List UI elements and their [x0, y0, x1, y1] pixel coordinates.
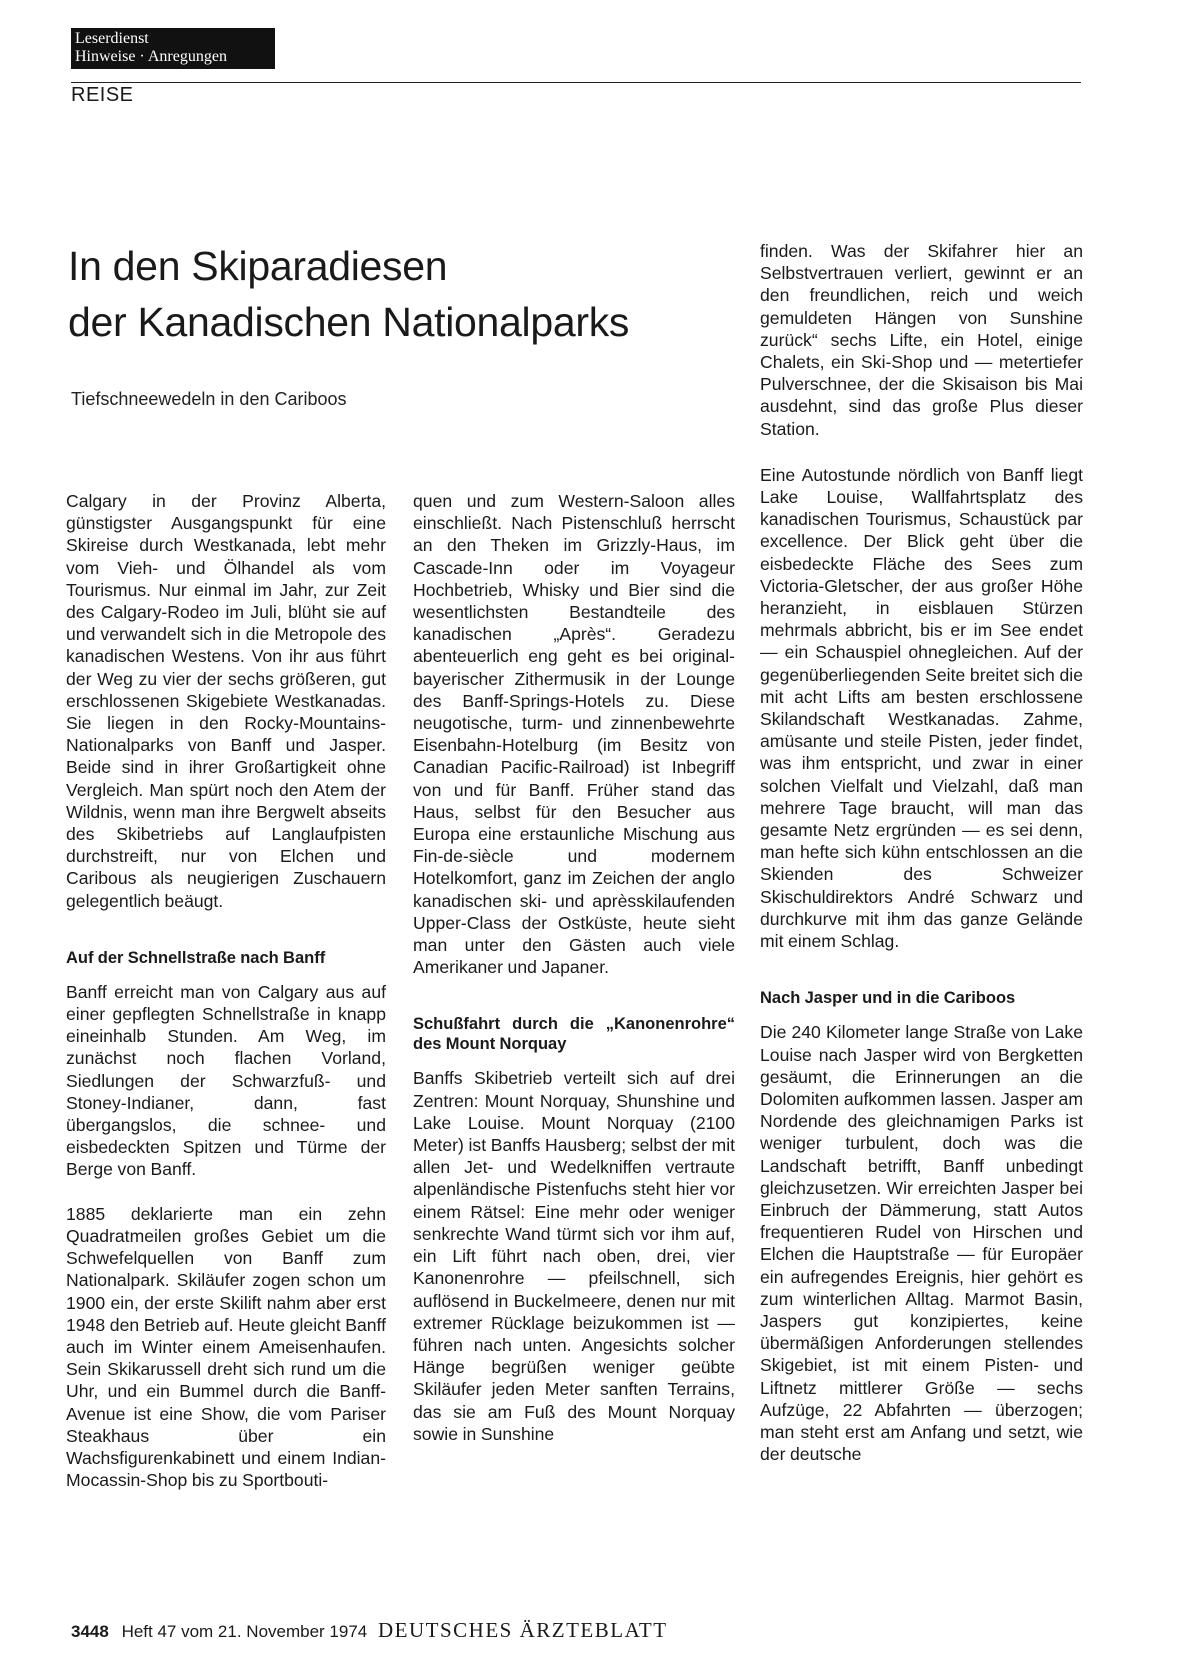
paragraph: Calgary in der Provinz Alberta, günstigster Ausgangspunkt für eine Skireise durch Westkanada, lebt mehr vom Vieh- und Ölhandel als vom Tourismus. Nur einmal im Jahr, zur Zeit des Calgary-Rodeo im Juli, blüht sie auf und verwandelt sich in die Metropole des kanadischen Westens. Von ihr aus führt der Weg zu vier der sechs größeren, gut erschlossenen Skigebiete Westkanadas. Sie liegen in den Rocky-Mountains-Nationalparks von Banff und Jasper. Beide sind in ihrer Großartigkeit ohne Vergleich. Man spürt noch den Atem der Wildnis, wenn man ihre Bergwelt abseits des Skibetriebs auf Langlaufpisten durchstreift, nur von Elchen und Caribous als neugierigen Zuschauern gelegentlich beäugt. [66, 491, 386, 911]
paragraph: Banff erreicht man von Calgary aus auf einer gepflegten Schnellstraße in knapp eineinhalb Stunden. Am Weg, im zunächst noch flachen Vorland, Siedlungen der Schwarzfuß- und Stoney-Indianer, dann, fast übergangslos, die schnee- und eisbedeckten Spitzen und Türme der Berge von Banff. [66, 981, 386, 1180]
title-line-1: In den Skiparadiesen [68, 243, 448, 289]
section-badge [71, 28, 275, 69]
column-2 [413, 490, 735, 1445]
paragraph: Eine Autostunde nördlich von Banff liegt Lake Louise, Wallfahrtsplatz des kanadischen Tourismus, Schaustück par excellence. Der Blick geht über die eisbedeckte Fläche des Sees zum Victoria-Gletscher, der aus großer Höhe heranzieht, in eisblauen Stürzen mehrmals abbricht, bis er im See endet — ein Schauspiel ohnegleichen. Auf der gegenüberliegenden Seite breitet sich die mit acht Lifts am besten erschlossene Skilandschaft Westkanadas. Zahme, amüsante und steile Pisten, jeder findet, was ihm entspricht, und zwar in einer solchen Vielfalt und Vielzahl, daß man mehrere Tage braucht, will man das gesamte Netz ergründen — es sei denn, man hefte sich kühn entschlossen an die Skienden des Schweizer Skischuldirektors André Schwarz und durchkurve mit ihm das ganze Gelände mit einem Schlag. [760, 464, 1083, 952]
subheading: Nach Jasper und in die Cariboos [760, 989, 1016, 1008]
issue-info: Heft 47 vom 21. November 1974 [121, 1622, 368, 1641]
badge-line-1: Leserdienst [75, 30, 149, 47]
header-rule [71, 82, 1081, 83]
article-title [68, 238, 708, 350]
article-subtitle: Tiefschneewedeln in den Cariboos [71, 389, 347, 409]
paragraph: 1885 deklarierte man ein zehn Quadratmeilen großes Gebiet um die Schwefelquellen von Banff zum Nationalpark. Skiläufer zogen schon um 1900 ein, der erste Skilift nahm aber erst 1948 den Betrieb auf. Heute gleicht Banff auch im Winter einem Ameisenhaufen. Sein Skikarussell dreht sich rund um die Uhr, und ein Bummel durch die Banff-Avenue ist eine Show, die vom Pariser Steakhaus über ein Wachsfigurenkabinett und einem Indian-Mocassin-Shop bis zu Sportbouti- [66, 1203, 386, 1491]
column-1 [66, 490, 386, 1491]
page-number: 3448 [71, 1622, 109, 1641]
paragraph: Die 240 Kilometer lange Straße von Lake Louise nach Jasper wird von Bergketten gesäumt, die Erinnerungen an die Dolomiten aufkommen lassen. Jasper am Nordende des gleichnamigen Parks ist weniger turbulent, doch was die Landschaft betrifft, Banff unbedingt gleichzusetzen. Wir erreichten Jasper bei Einbruch der Dämmerung, statt Autos frequentieren Rudel von Hirschen und Elchen die Hauptstraße — für Europäer ein aufregendes Ereignis, hier gehört es zum winterlichen Alltag. Marmot Basin, Jaspers gut konzipiertes, keine übermäßigen Anforderungen stellendes Skigebiet, ist mit einem Pisten- und Liftnetz mittlerer Größe — sechs Aufzüge, 22 Abfahrten — überzogen; man steht erst am Anfang und setzt, wie der deutsche [760, 1022, 1083, 1465]
column-3 [760, 240, 1083, 1465]
section-label: REISE [71, 84, 134, 106]
paragraph: quen und zum Western-Saloon alles einschließt. Nach Pistenschluß herrscht an den Theken im Grizzly-Haus, im Cascade-Inn oder im Voyageur Hochbetrieb, Whisky und Bier sind die wesentlichsten Bestandteile des kanadischen „Après“. Geradezu abenteuerlich eng geht es bei original-bayerischer Zithermusik in der Lounge des Banff-Springs-Hotels zu. Diese neugotische, turm- und zinnenbewehrte Eisenbahn-Hotelburg (im Besitz von Canadian Pacific-Railroad) ist Inbegriff von und für Banff. Früher stand das Haus, selbst für den Besucher aus Europa eine erstaunliche Mischung aus Fin-de-siècle und modernem Hotelkomfort, ganz im Zeichen der anglo kanadischen ski- und aprèsskilaufenden Upper-Class der Ostküste, heute sieht man unter den Gästen auch viele Amerikaner und Japaner. [413, 491, 735, 978]
subheading: Schußfahrt durch die „Kanonenrohre“ des Mount Norquay [413, 1015, 735, 1054]
title-line-2: der Kanadischen Nationalparks [68, 299, 630, 345]
paragraph: finden. Was der Skifahrer hier an Selbstvertrauen verliert, gewinnt er an den freundlichen, reich und weich gemuldeten Hängen von Sunshine zurück“ sechs Lifte, ein Hotel, einige Chalets, ein Ski-Shop und — metertiefer Pulverschnee, der die Skisaison bis Mai ausdehnt, sind das große Plus dieser Station. [760, 241, 1083, 439]
page-footer [71, 1618, 668, 1643]
subheading: Auf der Schnellstraße nach Banff [66, 948, 326, 967]
badge-line-2: Hinweise · Anregungen [75, 48, 227, 65]
magazine-name: DEUTSCHES ÄRZTEBLATT [377, 1618, 668, 1642]
paragraph: Banffs Skibetrieb verteilt sich auf drei Zentren: Mount Norquay, Shunshine und Lake Louise. Mount Norquay (2100 Meter) ist Banffs Hausberg; selbst der mit allen Jet- und Wedelkniffen vertraute alpenländische Pistenfuchs steht hier vor einem Rätsel: Eine mehr oder weniger senkrechte Wand türmt sich vor ihm auf, ein Lift führt nach oben, drei, vier Kanonenrohre — pfeilschnell, sich auflösend in Buckelmeere, denen nur mit extremer Rücklage beizukommen ist — führen nach unten. Angesichts solcher Hänge begrüßen weniger geübte Skiläufer jeden Meter sanften Terrains, das sie am Fuß des Mount Norquay sowie in Sunshine [413, 1068, 735, 1444]
